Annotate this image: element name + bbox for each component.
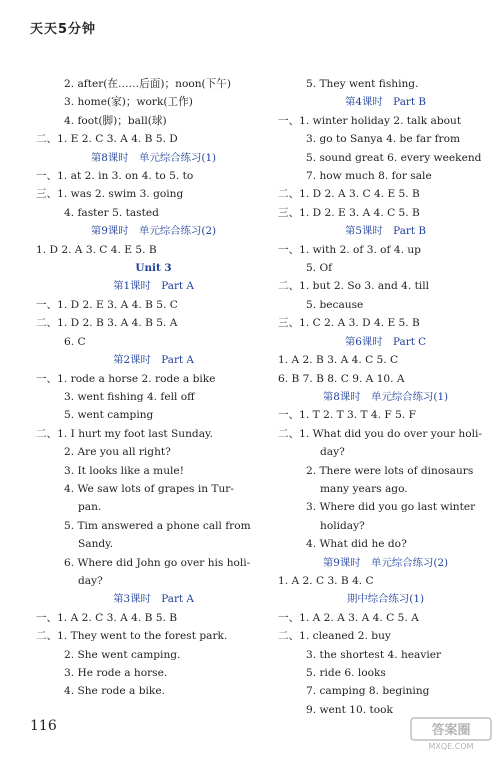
answer-line: 3. He rode a horse. bbox=[64, 667, 168, 679]
watermark-logo bbox=[410, 717, 492, 751]
section-heading: 第2课时 Part A bbox=[113, 354, 194, 367]
answer-line: 一、1. T 2. T 3. T 4. F 5. F bbox=[278, 409, 416, 422]
answer-line: 4. We saw lots of grapes in Tur- bbox=[64, 482, 234, 495]
answer-line: 二、1. cleaned 2. buy bbox=[278, 630, 391, 643]
answer-line: 二、1. E 2. C 3. A 4. B 5. D bbox=[36, 133, 178, 146]
unit-heading: Unit 3 bbox=[135, 262, 172, 275]
section-heading: 第8课时 单元综合练习(1) bbox=[90, 151, 217, 164]
answer-line: 1. A 2. B 3. A 4. C 5. C bbox=[278, 354, 399, 367]
answer-line: 6. C bbox=[64, 335, 86, 348]
watermark-text: 答案圈 bbox=[431, 723, 471, 738]
answer-line: 5. They went fishing. bbox=[306, 78, 419, 90]
answer-line: 7. camping 8. begining bbox=[306, 685, 430, 698]
answer-line: 一、1. with 2. of 3. of 4. up bbox=[278, 243, 421, 256]
answer-line: 1. D 2. A 3. C 4. E 5. B bbox=[36, 243, 157, 256]
section-heading: 第1课时 Part A bbox=[113, 280, 194, 293]
section-heading: 第4课时 Part B bbox=[345, 96, 426, 109]
answer-line: 二、1. D 2. B 3. A 4. B 5. A bbox=[36, 317, 178, 330]
answer-line: holiday? bbox=[320, 519, 365, 532]
answer-line: 二、1. I hurt my foot last Sunday. bbox=[36, 427, 213, 440]
section-heading: 第8课时 单元综合练习(1) bbox=[322, 390, 449, 403]
answer-line: 3. the shortest 4. heavier bbox=[306, 648, 442, 661]
answer-line: 一、1. rode a horse 2. rode a bike bbox=[36, 372, 216, 385]
answer-line: 5. ride 6. looks bbox=[306, 667, 386, 679]
answer-line: 3. It looks like a mule! bbox=[64, 464, 184, 477]
answer-line: 5. Of bbox=[306, 262, 333, 275]
answer-line: 4. What did he do? bbox=[306, 538, 407, 551]
answer-line: 三、1. C 2. A 3. D 4. E 5. B bbox=[278, 317, 420, 330]
answer-line: 5. went camping bbox=[64, 409, 154, 422]
answer-line: 一、1. A 2. A 3. A 4. C 5. A bbox=[278, 611, 419, 624]
answer-line: many years ago. bbox=[320, 482, 408, 495]
answer-line: 一、1. A 2. C 3. A 4. B 5. B bbox=[36, 611, 178, 624]
watermark-subtext: MXQE.COM bbox=[428, 742, 474, 751]
answer-line: pan. bbox=[78, 501, 102, 514]
section-heading: 第9课时 单元综合练习(2) bbox=[90, 225, 217, 238]
answer-line: 1. A 2. C 3. B 4. C bbox=[278, 574, 374, 587]
answer-line: 6. B 7. B 8. C 9. A 10. A bbox=[278, 372, 405, 385]
section-heading: 第6课时 Part C bbox=[344, 335, 427, 348]
answer-line: 6. Where did John go over his holi- bbox=[64, 556, 251, 569]
answer-line: 3. went fishing 4. fell off bbox=[64, 390, 195, 403]
right-answer-column bbox=[278, 75, 493, 719]
answer-line: 二、1. but 2. So 3. and 4. till bbox=[278, 280, 430, 293]
answer-line: 三、1. was 2. swim 3. going bbox=[36, 188, 184, 201]
answer-line: 7. how much 8. for sale bbox=[306, 170, 432, 183]
answer-line: 3. Where did you go last winter bbox=[306, 501, 476, 514]
section-heading: 期中综合练习(1) bbox=[346, 593, 425, 606]
answer-line: 9. went 10. took bbox=[306, 703, 393, 716]
answer-line: 2. There were lots of dinosaurs bbox=[306, 464, 474, 477]
answer-line: 三、1. D 2. E 3. A 4. C 5. B bbox=[278, 206, 420, 219]
answer-line: 5. sound great 6. every weekend bbox=[306, 151, 482, 164]
answer-line: 2. after(在……后面)；noon(下午) bbox=[64, 78, 231, 90]
section-heading: 第5课时 Part B bbox=[345, 225, 426, 238]
answer-line: 3. home(家)；work(工作) bbox=[64, 96, 193, 109]
answer-line: 4. faster 5. tasted bbox=[64, 206, 159, 219]
answer-line: 二、1. D 2. A 3. C 4. E 5. B bbox=[278, 188, 420, 201]
section-heading: 第3课时 Part A bbox=[113, 593, 194, 606]
answer-line: 一、1. winter holiday 2. talk about bbox=[278, 114, 462, 127]
answer-line: 2. Are you all right? bbox=[64, 446, 171, 459]
page-header-title: 天天5分钟 bbox=[30, 22, 97, 37]
answer-line: 4. foot(脚)；ball(球) bbox=[64, 114, 167, 127]
page-number: 116 bbox=[30, 718, 57, 734]
section-heading: 第9课时 单元综合练习(2) bbox=[322, 556, 449, 569]
answer-line: day? bbox=[320, 446, 345, 459]
answer-line: 一、1. D 2. E 3. A 4. B 5. C bbox=[36, 298, 178, 311]
answer-line: 二、1. What did you do over your holi- bbox=[278, 427, 482, 440]
left-answer-column bbox=[36, 75, 271, 701]
answer-line: 一、1. at 2. in 3. on 4. to 5. to bbox=[36, 170, 194, 183]
answer-line: 4. She rode a bike. bbox=[64, 685, 165, 698]
answer-line: day? bbox=[78, 574, 103, 587]
answer-line: 二、1. They went to the forest park. bbox=[36, 630, 228, 643]
answer-line: Sandy. bbox=[78, 538, 114, 551]
answer-line: 5. because bbox=[306, 298, 364, 311]
answer-line: 5. Tim answered a phone call from bbox=[64, 519, 251, 532]
answer-line: 2. She went camping. bbox=[64, 648, 181, 661]
answer-line: 3. go to Sanya 4. be far from bbox=[306, 133, 461, 146]
